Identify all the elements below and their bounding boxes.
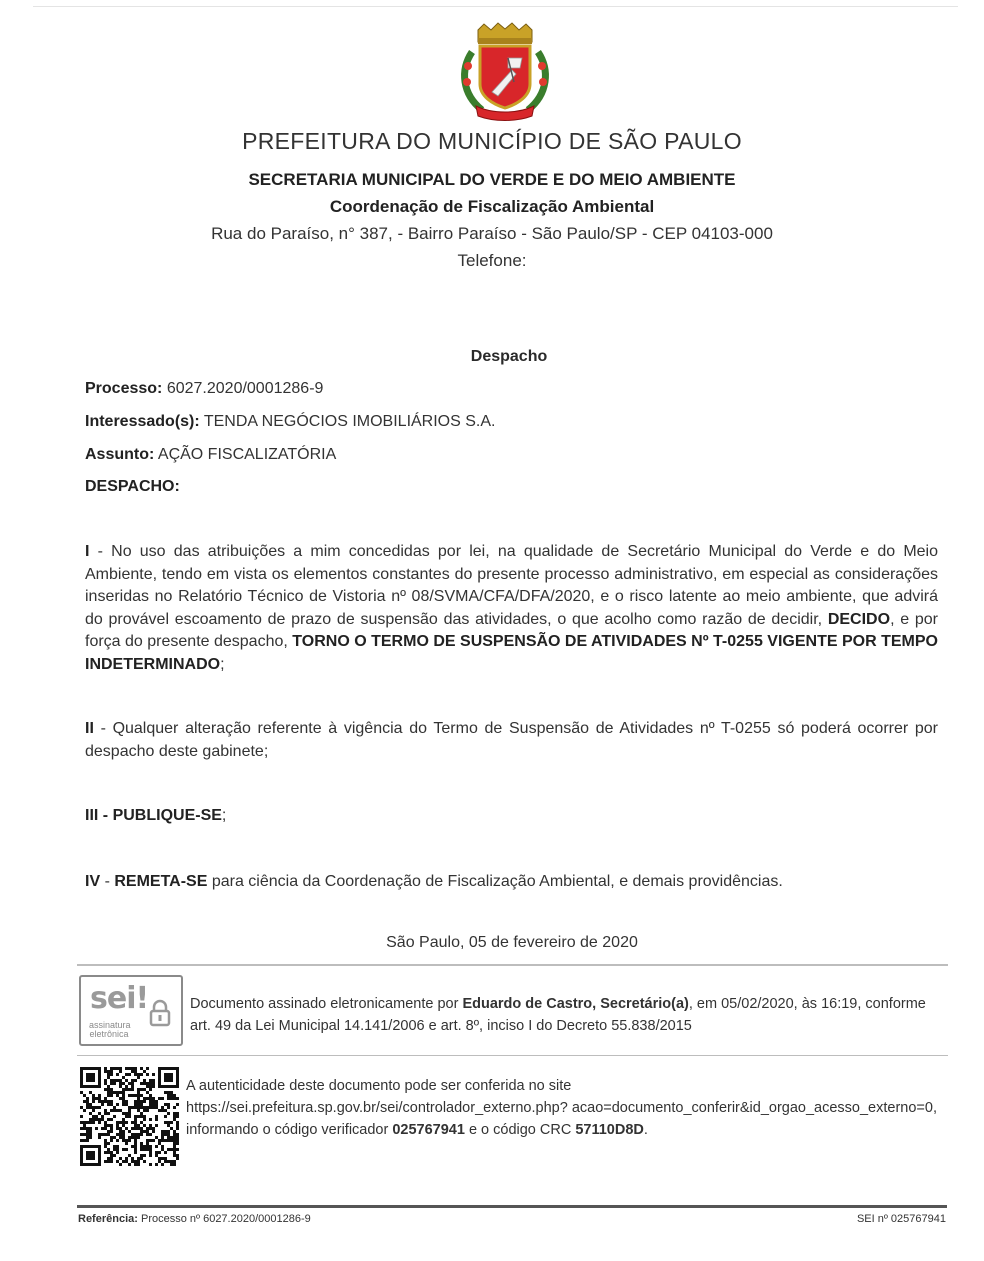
city-hall-title: PREFEITURA DO MUNICÍPIO DE SÃO PAULO [242,128,742,154]
interested-field [85,413,495,431]
interested-label: Interessado(s): [85,413,200,430]
sei-seal-subtitle: assinatura eletrônica [89,1020,131,1039]
top-border-line [33,6,958,7]
item-4-text-a: - [100,873,115,890]
authenticity-divider [77,1055,948,1056]
sei-signature-seal [79,975,183,1046]
dispatch-label: DESPACHO: [85,478,180,495]
dispatch-item-4 [85,871,938,894]
sao-paulo-coat-of-arms-logo [458,22,552,122]
item-1-number: I [85,543,90,560]
sei-seal-word: sei! [90,981,149,1016]
footer-sei-number: SEI nº 025767941 [856,1213,946,1225]
footer-ref-label: Referência: [78,1213,138,1225]
signer-comma: , [592,996,601,1012]
item-3-publish: - PUBLIQUE-SE [98,807,222,824]
signature-top-divider [77,964,948,966]
footer-divider [77,1205,947,1208]
coordination-name: Coordenação de Fiscalização Ambiental [329,197,655,216]
item-1-text-c: , e por força do presente despacho, [85,610,938,651]
process-label: Processo: [85,380,163,397]
subject-value: AÇÃO FISCALIZATÓRIA [157,446,337,463]
footer-reference [78,1213,311,1225]
authenticity-text [186,1075,946,1141]
signature-text-b: , em 05/02/2020, às 16:19, conforme art. 49 da Lei Municipal 14.141/2006 e art. 8º, inciso I do Decreto 55.838/2015 [190,996,926,1034]
electronic-signature-text [190,993,930,1037]
signer-name: Eduardo de Castro [462,996,593,1012]
signer-role: Secretário(a) [600,996,689,1012]
item-1-text-a: - No uso das atribuições a mim concedidas por lei, na qualidade de Secretário Municipal do Verde e do Meio Ambiente, tendo em vista os elementos constantes do presente processo administrativo, em especial as considerações inseridas no Relatório Técnico de Vistoria nº 08/SVMA/CFA/DFA/2020, e o risco latente ao meio ambiente, que advirá do provável escoamento de prazo de suspensão das atividades, o que acolho como razão de decidir, [85,543,938,628]
dispatch-item-3 [85,805,938,828]
item-4-remit: REMETA-SE [114,873,208,890]
phone-line: Telefone: [457,251,527,270]
auth-text-b: e o código CRC [464,1122,576,1138]
date-line: São Paulo, 05 de fevereiro de 2020 [386,934,638,951]
process-value: 6027.2020/0001286-9 [166,380,324,397]
item-1-text-e: ; [220,655,225,673]
item-1-decido: DECIDO [827,610,891,628]
address-line: Rua do Paraíso, n° 387, - Bairro Paraíso - São Paulo/SP - CEP 04103-000 [211,224,773,243]
document-title: Despacho [470,348,548,365]
subject-field [85,446,336,464]
dispatch-heading [85,478,180,496]
secretariat-name: SECRETARIA MUNICIPAL DO VERDE E DO MEIO AMBIENTE [248,170,736,189]
item-1-decision: TORNO O TERMO DE SUSPENSÃO DE ATIVIDADES Nº T-0255 VIGENTE POR TEMPO INDETERMINADO [85,633,938,673]
process-field [85,380,323,398]
dispatch-item-2 [85,718,938,763]
auth-text-c: . [643,1122,648,1138]
verification-code: 025767941 [392,1122,465,1138]
item-3-text: ; [221,807,227,824]
auth-text-a: A autenticidade deste documento pode ser conferida no site https://sei.prefeitura.sp.gov.br/sei/controlador_externo.php? acao=documento_conferir&id_orgao_acesso_externo=0, informando o código verificador [186,1078,937,1138]
signature-text-a: Documento assinado eletronicamente por [190,996,463,1012]
lock-icon [148,999,172,1027]
subject-label: Assunto: [85,446,155,463]
item-4-text-b: para ciência da Coordenação de Fiscalização Ambiental, e demais providências. [207,873,783,890]
item-2-text: - Qualquer alteração referente à vigência do Termo de Suspensão de Atividades nº T-0255 só poderá ocorrer por despacho deste gabinete; [85,720,938,760]
qr-code-icon [80,1067,179,1166]
interested-value: TENDA NEGÓCIOS IMOBILIÁRIOS S.A. [203,413,496,430]
dispatch-item-1 [85,541,938,677]
item-4-number: IV [85,873,101,890]
item-2-number: II [85,720,94,737]
footer-ref-value: Processo nº 6027.2020/0001286-9 [137,1213,311,1225]
crc-code: 57110D8D [575,1122,644,1138]
item-3-number: III [85,807,99,824]
